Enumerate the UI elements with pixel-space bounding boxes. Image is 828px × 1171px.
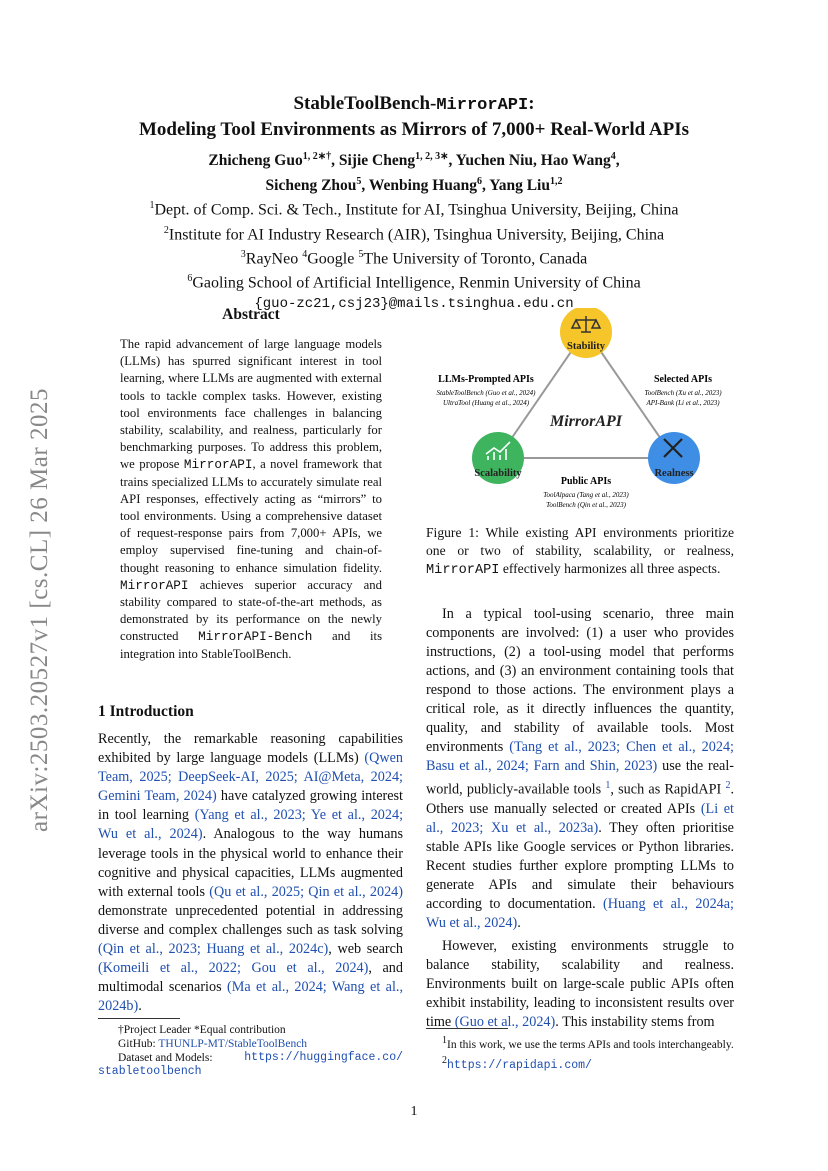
author-name: Hao Wang	[540, 152, 611, 170]
text-run: However, existing environments struggle to balance stability, scalability and realness. Environments built on large-scale public APIs often exhibit instability, leading to inconsistent results over time	[426, 937, 734, 1030]
text-run: .	[138, 998, 142, 1015]
group-bottom-ref-2: ToolBench (Qin et al., 2023)	[546, 501, 626, 509]
code-term: MirrorAPI-Bench	[198, 629, 313, 645]
citation-link[interactable]: (Guo et al., 2024)	[454, 1013, 556, 1030]
dataset-label: Dataset and Models:	[118, 1052, 213, 1064]
affiliations	[0, 196, 828, 313]
text-run: , web search	[328, 941, 404, 958]
group-left-ref-2: UltraTool (Huang et al., 2024)	[442, 399, 530, 407]
paragraph-tool-scenario	[426, 605, 734, 933]
citation-link[interactable]: (Qin et al., 2023; Huang et al., 2024c)	[98, 941, 329, 958]
footnote-2-link[interactable]: https://rapidapi.com/	[447, 1058, 592, 1072]
figure-1-diagram	[424, 308, 734, 518]
paper-title	[0, 92, 828, 142]
footnote-github	[98, 1037, 403, 1051]
title-part: :	[528, 93, 535, 114]
github-link[interactable]: THUNLP-MT/StableToolBench	[158, 1038, 308, 1050]
citation-link[interactable]: (Qwen Team, 2025; DeepSeek-AI, 2025; AI@Meta, 2024; Gemini Team, 2024)	[98, 750, 403, 805]
text-run: .	[517, 914, 521, 931]
footnote-2-mark: 2	[442, 1054, 447, 1066]
citation-link[interactable]: (Li et al., 2023; Xu et al., 2023a)	[426, 800, 734, 836]
introduction-text	[98, 730, 403, 1016]
author-affiliation-mark: 5	[356, 176, 362, 188]
abstract-text	[120, 336, 382, 663]
affil-text: Gaoling School of Artificial Intelligence, Renmin University of China	[192, 274, 641, 292]
affil-text: Google	[307, 250, 359, 268]
affil-sup: 6	[187, 273, 193, 285]
author-name: Sijie Cheng	[338, 152, 416, 170]
affil-text: Dept. of Comp. Sci. & Tech., Institute for AI, Tsinghua University, Beijing, China	[154, 201, 679, 219]
group-left-title: LLMs-Prompted APIs	[438, 374, 534, 385]
affil-sup: 5	[358, 248, 364, 260]
citation-link[interactable]: (Huang et al., 2024a; Wu et al., 2024)	[426, 895, 734, 931]
footnotes-left	[98, 1018, 403, 1079]
text-run: In a typical tool-using scenario, three main components are involved: (1) a user who provides instructions, (2) a tool-using model that performs actions, and (3) an environment containing tools that respond to those actions. The environment plays a critical role, as it directly influences the quantity, quality, and stability of available tools. Most environments	[426, 606, 734, 755]
text-run: Figure 1: While existing API environments prioritize one or two of stability, scalability, or realness,	[426, 525, 734, 558]
author-name: Zhicheng Guo	[208, 152, 303, 170]
citation-link[interactable]: (Ma et al., 2024; Wang et al., 2024b)	[98, 979, 403, 1015]
dataset-link[interactable]: https://huggingface.co/	[244, 1051, 403, 1064]
text-run: . Others use manually selected or created APIs	[426, 781, 734, 817]
author-emails: {guo-zc21,csj23}@mails.tsinghua.edu.cn	[254, 295, 574, 312]
stability-label: Stability	[567, 341, 605, 352]
affiliation-line-3	[0, 245, 828, 269]
author-line-2: Sicheng Zhou$^5$, Wenbing Huang$^6$, Yang Liu$^{1,2}$	[265, 176, 563, 195]
text-run: effectively harmonizes all three aspects.	[499, 561, 721, 576]
text-run: achieves superior accuracy and stability compared to state-of-the-art methods, as demonstrated by its performance on the newly constructed	[120, 577, 382, 644]
code-term: MirrorAPI	[183, 457, 253, 473]
group-right-ref-2: API-Bank (Li et al., 2023)	[646, 399, 720, 407]
text-run: have catalyzed growing interest in tool learning	[98, 788, 403, 824]
text-run: . Analogous to the way humans leverage tools in the physical world to enhance their cognitive and physical capacities, LLMs augmented with external tools	[98, 826, 403, 900]
author-name: Yang Liu	[489, 177, 550, 195]
affiliation-list	[0, 196, 828, 245]
citation-link[interactable]: (Komeili et al., 2022; Gou et al., 2024)	[98, 960, 369, 977]
title-part-mono: MirrorAPI	[436, 96, 529, 115]
text-run: . They often prioritise stable APIs like Google services or Python libraries. Recent studies further explore prompting LLMs to generate APIs and simulate their behaviours according to documentation.	[426, 819, 734, 912]
author-name: Wenbing Huang	[368, 177, 478, 195]
text-run: , such as RapidAPI	[610, 781, 726, 798]
footnote-1	[426, 1033, 734, 1053]
text-run: , and multimodal scenarios	[98, 960, 403, 996]
citation-link[interactable]: (Qu et al., 2025; Qin et al., 2024)	[209, 883, 403, 900]
footnote-roles: †Project Leader *Equal contribution	[118, 1024, 286, 1036]
text-run: use the real-world, publicly-available tools	[426, 758, 734, 798]
affiliation	[0, 196, 828, 220]
scalability-label: Scalability	[474, 468, 522, 479]
affil-sup: 4	[302, 248, 308, 260]
github-label: GitHub:	[118, 1038, 159, 1050]
group-bottom-title: Public APIs	[560, 476, 612, 487]
author-affiliation-mark: 1,2	[549, 176, 563, 188]
author-list	[0, 146, 828, 196]
footnotes-right	[426, 1028, 734, 1073]
title-part: StableToolBench-	[293, 93, 437, 114]
footnote-dataset	[98, 1051, 403, 1065]
author-affiliation-mark: 1, 2, 3∗	[415, 151, 449, 162]
footnote-mark[interactable]: 1	[605, 780, 611, 791]
figure-1	[424, 308, 734, 518]
title-block	[0, 92, 828, 314]
author-line-1: Zhicheng Guo$^{1, 2∗\dagger}$, Sijie Cheng$^{1, 2, 3∗}$, Yuchen Niu, Hao Wang$^4$,	[208, 151, 620, 170]
footnote-mark[interactable]: 2	[725, 780, 731, 791]
group-right-ref-1: ToolBench (Xu et al., 2023)	[644, 389, 722, 397]
text-run: The rapid advancement of large language models (LLMs) has spurred significant interest in tool learning, where LLMs are augmented with external tools to tackle complex tasks. However, existing tool environments face challenges in balancing stability, scalability, and realness, particularly for benchmarking purposes. To address this problem, we propose	[120, 337, 382, 472]
author-affiliation-mark: 6	[477, 176, 483, 188]
text-run: and its integration into StableToolBench.	[120, 629, 383, 661]
figure-center-label: MirrorAPI	[549, 413, 623, 430]
right-column-body	[426, 605, 734, 1032]
footnote-1-text: In this work, we use the terms APIs and tools interchangeably.	[447, 1038, 734, 1051]
affil-sup: 3	[240, 248, 246, 260]
affil-sup: 1	[149, 200, 155, 212]
affil-text: RayNeo	[245, 250, 303, 268]
footnote-rule	[426, 1028, 508, 1029]
affil-sup: 2	[163, 224, 169, 236]
author-name: Sicheng Zhou	[265, 177, 357, 195]
citation-link[interactable]: (Tang et al., 2023; Chen et al., 2024; Basu et al., 2024; Farn and Shin, 2023)	[426, 739, 734, 774]
footnote-1-mark: 1	[442, 1035, 447, 1046]
affil-text: The University of Toronto, Canada	[363, 250, 588, 268]
arxiv-identifier: arXiv:2503.20527v1 [cs.CL] 26 Mar 2025	[26, 388, 53, 832]
paragraph-balance	[426, 937, 734, 1032]
footnote-2	[426, 1053, 734, 1073]
footnote-rule	[98, 1018, 180, 1019]
figure-1-caption	[426, 524, 734, 580]
dataset-link-continued[interactable]: stabletoolbench	[98, 1065, 202, 1078]
section-heading-introduction: 1 Introduction	[98, 703, 194, 720]
author-affiliation-mark: 1, 2∗†	[302, 151, 332, 162]
realness-label: Realness	[654, 468, 694, 479]
author-affiliation-mark: 4	[610, 151, 616, 162]
affiliation-line-6	[0, 269, 828, 293]
code-term: MirrorAPI	[120, 577, 189, 593]
text-run: . This instability stems from	[555, 1013, 715, 1030]
abstract-heading: Abstract	[222, 306, 280, 323]
group-left-ref-1: StableToolBench (Guo et al., 2024)	[436, 389, 536, 397]
group-bottom-ref-1: ToolAlpaca (Tang et al., 2023)	[543, 491, 629, 499]
text-run: demonstrate unprecedented potential in addressing diverse and complex challenges such as task solving	[98, 902, 403, 938]
affil-text: Institute for AI Industry Research (AIR), Tsinghua University, Beijing, China	[168, 225, 665, 243]
group-right-title: Selected APIs	[653, 374, 713, 385]
affiliation	[0, 221, 828, 245]
title-subtitle: Modeling Tool Environments as Mirrors of 7,000+ Real-World APIs	[138, 119, 690, 140]
text-run: Recently, the remarkable reasoning capabilities exhibited by large language models (LLMs)	[98, 731, 403, 767]
text-run: , a novel framework that trains specialized LLMs to accurately simulate real API responses, effectively acting as “mirrors” to tool environments. Using a comprehensive dataset of request-response pairs from 7,000+ APIs, we employ supervised fine-tuning and chain-of-thought reasoning to enhance simulation fidelity.	[120, 457, 382, 575]
author-name: Yuchen Niu	[455, 152, 534, 170]
code-term: MirrorAPI	[426, 563, 500, 578]
page-number: 1	[410, 1104, 418, 1119]
citation-link[interactable]: (Yang et al., 2023; Ye et al., 2024; Wu et al., 2024)	[98, 807, 404, 843]
